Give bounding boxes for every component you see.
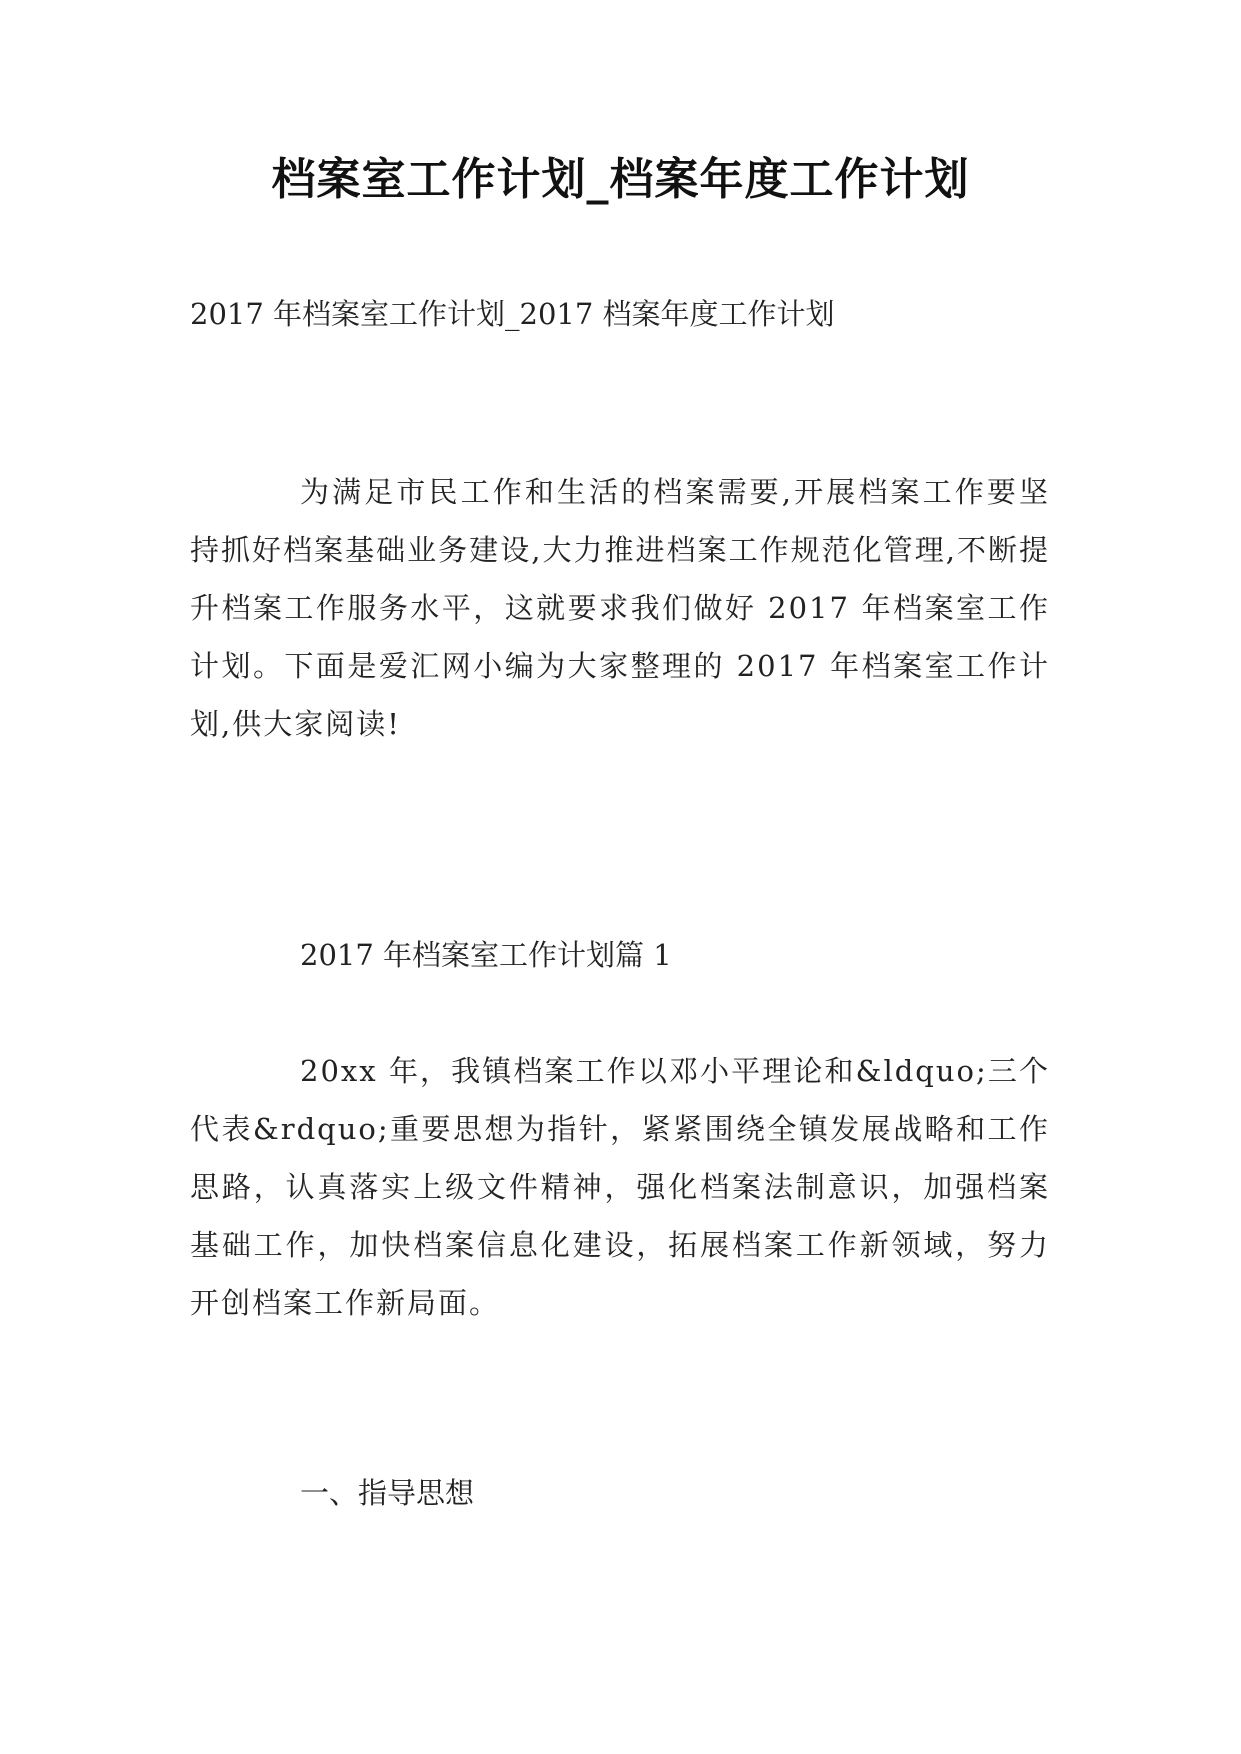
- section-title: 2017 年档案室工作计划篇 1: [300, 938, 672, 972]
- document-title: 档案室工作计划_档案年度工作计划: [271, 154, 970, 205]
- body-paragraph: 20xx 年，我镇档案工作以邓小平理论和&ldquo;三个代表&rdquo;重要思想为指针，紧紧围绕全镇发展战略和工作思路，认真落实上级文件精神，强化档案法制意识，加强档案基础工作，加快档案信息化建设，拓展档案工作新领域，努力开创档案工作新局面。: [190, 1054, 1050, 1320]
- document-subtitle: 2017 年档案室工作计划_2017 档案年度工作计划: [190, 297, 835, 331]
- intro-paragraph: 为满足市民工作和生活的档案需要,开展档案工作要坚持抓好档案基础业务建设,大力推进档案工作规范化管理,不断提升档案工作服务水平，这就要求我们做好 2017 年档案室工作计划。下面是爱汇网小编为大家整理的 2017 年档案室工作计划,供大家阅读!: [190, 475, 1050, 741]
- section-heading-guiding-ideology: 一、指导思想: [300, 1476, 475, 1510]
